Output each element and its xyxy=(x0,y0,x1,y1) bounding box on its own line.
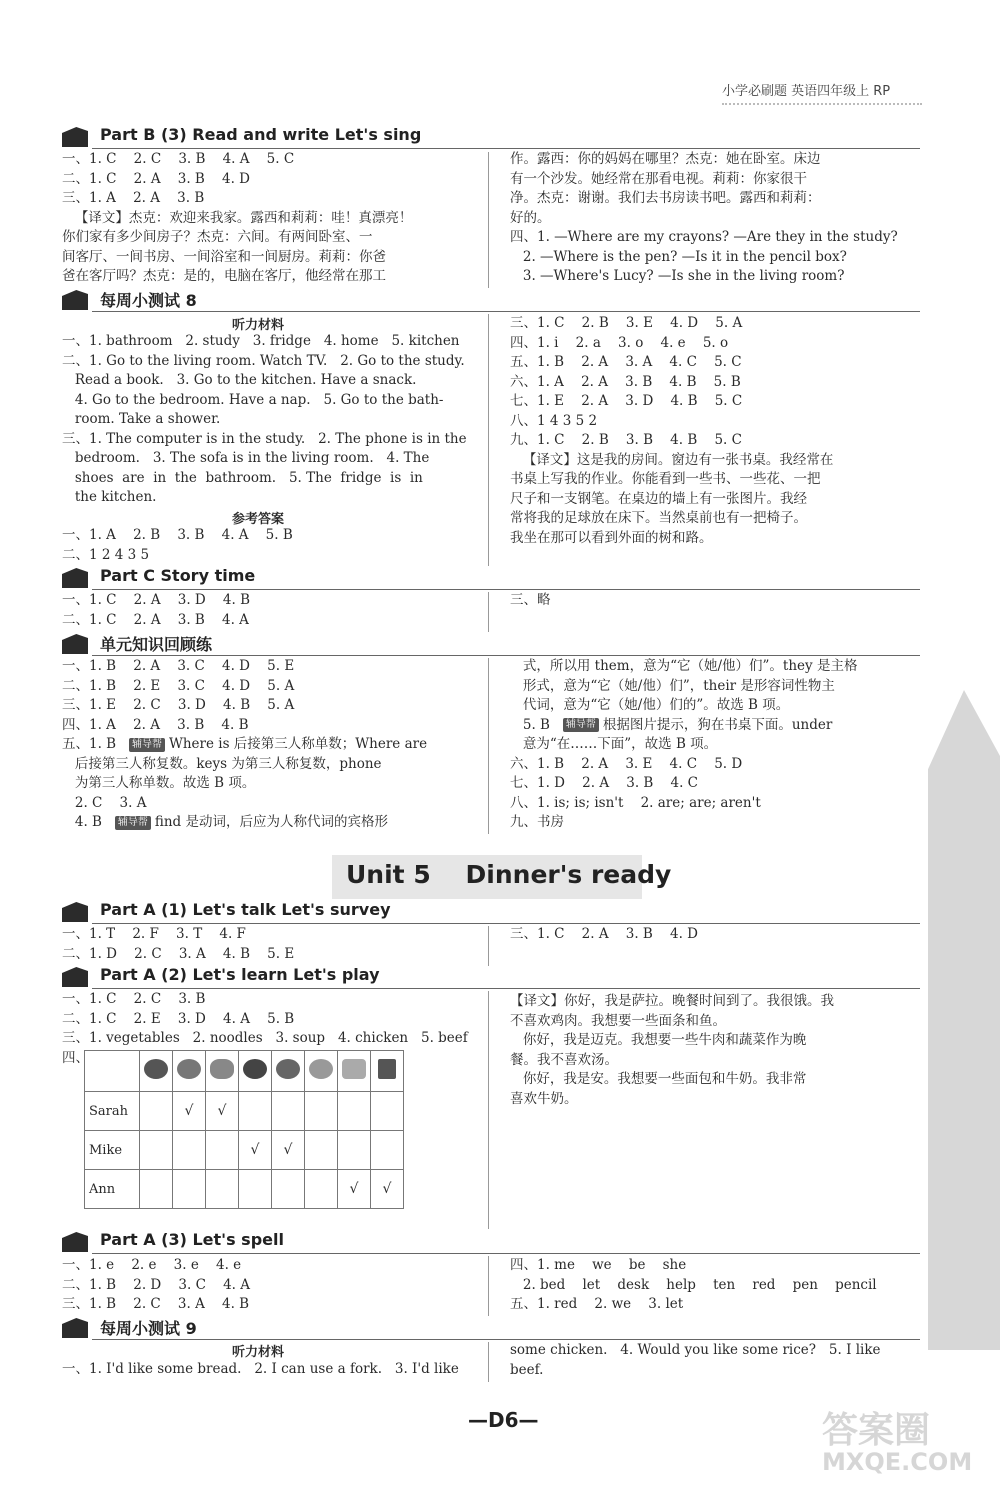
section-part-a3 xyxy=(62,1230,920,1254)
section-part-a1 xyxy=(62,900,920,924)
text-line: 三、1. The computer is in the study. 2. The phone is in the xyxy=(62,430,467,447)
listening-material-title: 听力材料 xyxy=(232,1345,285,1360)
soup-icon xyxy=(305,1051,338,1092)
text-line: 五、1. red 2. we 3. let xyxy=(510,1296,684,1312)
section-title: Part A (3) Let's spell xyxy=(100,1230,284,1249)
text-line: 间客厅、一间书房、一间浴室和一间厨房。莉莉：你爸 xyxy=(62,248,386,265)
text-line: 八、1. is; is; isn't 2. are; are; aren't xyxy=(510,794,761,811)
text-line: 一、1. e 2. e 3. e 4. e xyxy=(62,1257,242,1273)
text-line: 五、1. B 辅导帮 Where is 后接第三人称单数；Where are xyxy=(62,736,428,752)
section-marker-icon xyxy=(62,568,88,588)
book-header: 小学必刷题 英语四年级上 RP xyxy=(722,84,891,99)
table-row: Mike √ √ xyxy=(85,1131,404,1170)
chicken-icon xyxy=(140,1051,173,1092)
helper-badge: 辅导帮 xyxy=(115,816,151,830)
text-line: 有一个沙发。她经常在那看电视。莉莉：你家很干 xyxy=(510,170,807,187)
text-line: 5. B 辅导帮 根据图片提示，狗在书桌下面。under xyxy=(510,716,833,733)
column-divider xyxy=(488,926,489,966)
column-divider xyxy=(488,658,489,834)
text-line: 餐。我不喜欢汤。 xyxy=(510,1051,618,1068)
text-line: 【译文】你好，我是萨拉。晚餐时间到了。我很饿。我 xyxy=(510,993,834,1009)
text-line: 爸在客厅吗？杰克：是的，电脑在客厅，他经常在那工 xyxy=(62,268,386,284)
text-line: 一、1. C 2. C 3. B xyxy=(62,991,206,1007)
milk-icon xyxy=(371,1051,404,1092)
text-line: 三、1. C 2. B 3. E 4. D 5. A xyxy=(510,315,743,331)
text-line: Read a book. 3. Go to the kitchen. Have a snack. xyxy=(62,372,417,388)
text-line: 3. —Where's Lucy? —Is she in the living room? xyxy=(510,268,845,284)
text-line: 五、1. B 2. A 3. A 4. C 5. C xyxy=(510,354,742,370)
text-line: 一、1. I'd like some bread. 2. I can use a fork. 3. I'd like xyxy=(62,1361,459,1377)
beef-icon xyxy=(239,1051,272,1092)
text-line: 4. B 辅导帮 find 是动词，后应为人称代词的宾格形 xyxy=(62,814,388,830)
text-line: 二、1. B 2. E 3. C 4. D 5. A xyxy=(62,677,295,694)
text-line: 四、1. i 2. a 3. o 4. e 5. o xyxy=(510,334,729,351)
text-line: 三、1. vegetables 2. noodles 3. soup 4. chicken 5. beef xyxy=(62,1030,468,1046)
section-title: Part B (3) Read and write Let's sing xyxy=(100,125,422,144)
table-row: Sarah √ √ xyxy=(85,1092,404,1131)
text-line: room. Take a shower. xyxy=(62,411,221,427)
row-name: Ann xyxy=(85,1170,140,1209)
text-line: 四、1. A 2. A 3. B 4. B xyxy=(62,716,249,733)
text-line: 4. Go to the bedroom. Have a nap. 5. Go to the bath- xyxy=(62,391,444,408)
section-part-c xyxy=(62,566,920,590)
section-part-b3 xyxy=(62,125,920,149)
text-line: 七、1. E 2. A 3. D 4. B 5. C xyxy=(510,393,743,409)
text-line: 你好，我是安。我想要一些面包和牛奶。我非常 xyxy=(510,1071,807,1087)
section-title: 每周小测试 9 xyxy=(100,1319,197,1338)
text-line: 六、1. A 2. A 3. B 4. B 5. B xyxy=(510,373,741,390)
text-line: 二、1. D 2. C 3. A 4. B 5. E xyxy=(62,945,295,962)
text-line: bedroom. 3. The sofa is in the living room. 4. The xyxy=(62,450,430,466)
text-line: 作。露西：你的妈妈在哪里？杰克：她在卧室。床边 xyxy=(510,151,821,167)
table-row: Ann √ √ xyxy=(85,1170,404,1209)
text-line: 九、书房 xyxy=(510,814,564,830)
text-line: 一、1. C 2. A 3. D 4. B xyxy=(62,592,251,608)
text-line: some chicken. 4. Would you like some rice? 5. I like xyxy=(510,1342,881,1358)
section-marker-icon xyxy=(62,1232,88,1252)
row-name: Mike xyxy=(85,1131,140,1170)
unit-title-banner xyxy=(332,855,672,899)
section-marker-icon xyxy=(62,1318,88,1338)
text-line: 一、1. T 2. F 3. T 4. F xyxy=(62,926,246,942)
section-title: Part A (1) Let's talk Let's survey xyxy=(100,900,391,919)
section-title: Part A (2) Let's learn Let's play xyxy=(100,965,380,984)
row-name: Sarah xyxy=(85,1092,140,1131)
section-marker-icon xyxy=(62,634,88,654)
text-line: 喜欢牛奶。 xyxy=(510,1090,578,1107)
vegetables-icon xyxy=(272,1051,305,1092)
column-divider xyxy=(488,314,489,566)
text-line: 三、1. B 2. C 3. A 4. B xyxy=(62,1296,250,1312)
text-line: 常将我的足球放在床下。当然桌前也有一把椅子。 xyxy=(510,510,807,526)
text-line: 形式，意为“它（她/他）们”，their 是形容词性物主 xyxy=(510,677,835,694)
text-line: 二、1 2 4 3 5 xyxy=(62,546,150,563)
text-line: 三、1. C 2. A 3. B 4. D xyxy=(510,926,699,942)
text-line: 2. bed let desk help ten red pen pencil xyxy=(510,1276,877,1293)
text-line: 我坐在那可以看到外面的树和路。 xyxy=(510,529,713,546)
section-unit-review xyxy=(62,632,920,656)
unit-title: Unit 5 Dinner's ready xyxy=(346,860,672,889)
bread-icon xyxy=(338,1051,371,1092)
text-line: 你们家有多少间房子？杰克：六间。有两间卧室、一 xyxy=(62,229,373,245)
section-marker-icon xyxy=(62,902,88,922)
text-line: 二、1. C 2. E 3. D 4. A 5. B xyxy=(62,1010,295,1027)
section-part-a2 xyxy=(62,965,920,989)
section-weekly-test-8 xyxy=(62,288,920,312)
text-line: 后接第三人称复数。keys 为第三人称复数，phone xyxy=(62,755,382,772)
side-decoration xyxy=(928,690,1000,1350)
text-line: 【译文】杰克：欢迎来我家。露西和莉莉：哇！真漂亮！ xyxy=(62,209,413,226)
reference-answers-title: 参考答案 xyxy=(232,512,285,527)
section-title: 每周小测试 8 xyxy=(100,291,197,310)
text-line: beef. xyxy=(510,1361,544,1378)
noodles-icon xyxy=(173,1051,206,1092)
page-number: —D6— xyxy=(468,1408,539,1432)
text-line: 三、略 xyxy=(510,592,551,608)
text-line: 2. C 3. A xyxy=(62,794,147,811)
text-line: 代词，意为“它（她/他）们的”。故选 B 项。 xyxy=(510,697,790,713)
text-line: 六、1. B 2. A 3. E 4. C 5. D xyxy=(510,755,743,772)
section-marker-icon xyxy=(62,290,88,310)
text-line: 一、1. A 2. B 3. B 4. A 5. B xyxy=(62,527,293,543)
fish-icon xyxy=(206,1051,239,1092)
text-line: 净。杰克：谢谢。我们去书房读书吧。露西和莉莉： xyxy=(510,190,821,206)
column-divider xyxy=(488,592,489,632)
text-line: 意为“在……下面”，故选 B 项。 xyxy=(510,736,718,752)
section-marker-icon xyxy=(62,967,88,987)
text-line: 七、1. D 2. A 3. B 4. C xyxy=(510,775,699,791)
text-line: 好的。 xyxy=(510,209,551,226)
text-line: 你好，我是迈克。我想要一些牛肉和蔬菜作为晚 xyxy=(510,1032,807,1048)
text-line: 2. —Where is the pen? —Is it in the pencil box? xyxy=(510,248,847,265)
text-line: 【译文】这是我的房间。窗边有一张书桌。我经常在 xyxy=(510,451,834,468)
table-header-row xyxy=(85,1051,404,1092)
text-line: 四、1. —Where are my crayons? —Are they in the study? xyxy=(510,229,898,245)
text-line: 不喜欢鸡肉。我想要一些面条和鱼。 xyxy=(510,1012,726,1029)
text-line: 二、1. B 2. D 3. C 4. A xyxy=(62,1276,251,1293)
column-divider xyxy=(488,1342,489,1382)
watermark-site: MXQE.COM xyxy=(822,1448,973,1476)
text-line: 尺子和一支钢笔。在桌边的墙上有一张图片。我经 xyxy=(510,490,807,507)
helper-badge: 辅导帮 xyxy=(563,718,599,732)
text-line: the kitchen. xyxy=(62,489,157,505)
listening-material-title: 听力材料 xyxy=(232,318,285,333)
text-line: 一、1. B 2. A 3. C 4. D 5. E xyxy=(62,658,295,674)
helper-badge: 辅导帮 xyxy=(129,738,165,752)
text-line: 为第三人称单数。故选 B 项。 xyxy=(62,775,256,791)
text-line: 四、1. me we be she xyxy=(510,1257,687,1273)
header-dotted-rule xyxy=(722,103,922,105)
text-line: 一、1. C 2. C 3. B 4. A 5. C xyxy=(62,151,295,167)
watermark-logo: 答案圈 xyxy=(822,1410,931,1451)
section-title: Part C Story time xyxy=(100,566,256,585)
text-line: 三、1. E 2. C 3. D 4. B 5. A xyxy=(62,697,295,713)
column-divider xyxy=(488,1256,489,1316)
text-line: 式，所以用 them，意为“它（她/他）们”。they 是主格 xyxy=(510,658,858,674)
text-line: 二、1. C 2. A 3. B 4. D xyxy=(62,170,251,187)
text-line: shoes are in the bathroom. 5. The fridge is in xyxy=(62,469,423,486)
food-survey-table xyxy=(84,1050,404,1209)
text-line: 三、1. A 2. A 3. B xyxy=(62,190,205,206)
text-line: 九、1. C 2. B 3. B 4. B 5. C xyxy=(510,432,742,448)
text-line: 四、 xyxy=(62,1049,89,1066)
column-divider xyxy=(488,152,489,288)
section-weekly-test-9 xyxy=(62,1316,920,1340)
text-line: 二、1. C 2. A 3. B 4. A xyxy=(62,611,249,628)
text-line: 一、1. bathroom 2. study 3. fridge 4. home 5. kitchen xyxy=(62,333,460,349)
column-divider xyxy=(488,991,489,1229)
section-title: 单元知识回顾练 xyxy=(100,635,213,654)
text-line: 二、1. Go to the living room. Watch TV. 2. Go to the study. xyxy=(62,352,465,369)
text-line: 书桌上写我的作业。你能看到一些书、一些花、一把 xyxy=(510,471,821,487)
text-line: 八、1 4 3 5 2 xyxy=(510,412,598,429)
section-marker-icon xyxy=(62,127,88,147)
